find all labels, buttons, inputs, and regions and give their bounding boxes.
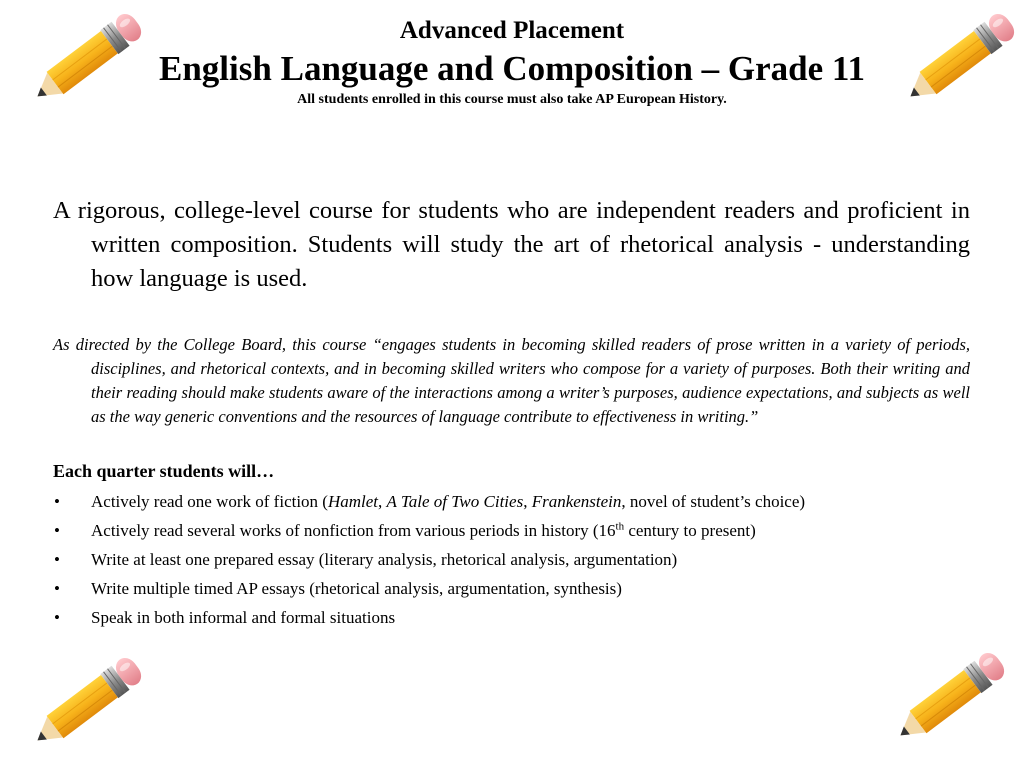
bullet-icon: • <box>54 579 60 598</box>
list-item: • Actively read one work of fiction (Hamlet, A Tale of Two Cities, Frankenstein, novel of student’s choice) <box>53 487 970 516</box>
pencil-icon <box>22 648 152 758</box>
title-line-ap: Advanced Placement <box>399 17 625 44</box>
college-board-quote: As directed by the College Board, this course “engages students in becoming skilled readers of prose written in a variety of periods, disciplines, and rhetorical contexts, and in becoming skilled writers who compose for a variety of purposes. Both their writing and their reading should make students aware of the interactions among a writer’s purposes, audience expectations, and subjects as well as the way generic conventions and the resources of language contribute to effectiveness in writing.” <box>53 335 970 426</box>
work-frankenstein: Frankenstein <box>531 492 622 511</box>
bullet-icon: • <box>54 608 60 627</box>
list-item: • Speak in both informal and formal situations <box>53 603 970 632</box>
work-tale-of-two-cities: A Tale of Two Cities <box>386 492 524 511</box>
course-description <box>53 194 970 632</box>
bullet-icon: • <box>54 521 60 540</box>
bullet-icon: • <box>54 492 60 511</box>
pencil-icon <box>885 643 1015 753</box>
list-item: • Write multiple timed AP essays (rhetorical analysis, argumentation, synthesis) <box>53 574 970 603</box>
page-title: English Language and Composition – Grade 11 <box>159 49 865 88</box>
page-header <box>0 14 1024 110</box>
list-item: • Write at least one prepared essay (literary analysis, rhetorical analysis, argumentation) <box>53 545 970 574</box>
bullet-icon: • <box>54 550 60 569</box>
work-hamlet: Hamlet <box>327 492 379 511</box>
each-quarter-heading: Each quarter students will… <box>53 461 275 481</box>
requirements-list <box>53 487 970 632</box>
intro-paragraph: A rigorous, college-level course for students who are independent readers and proficient in written composition. Students will study the art of rhetorical analysis - understanding how language is used. <box>53 197 970 292</box>
list-item: • Actively read several works of nonfiction from various periods in history (16th century to present) <box>53 516 970 545</box>
enrollment-note: All students enrolled in this course must also take AP European History. <box>297 92 727 107</box>
